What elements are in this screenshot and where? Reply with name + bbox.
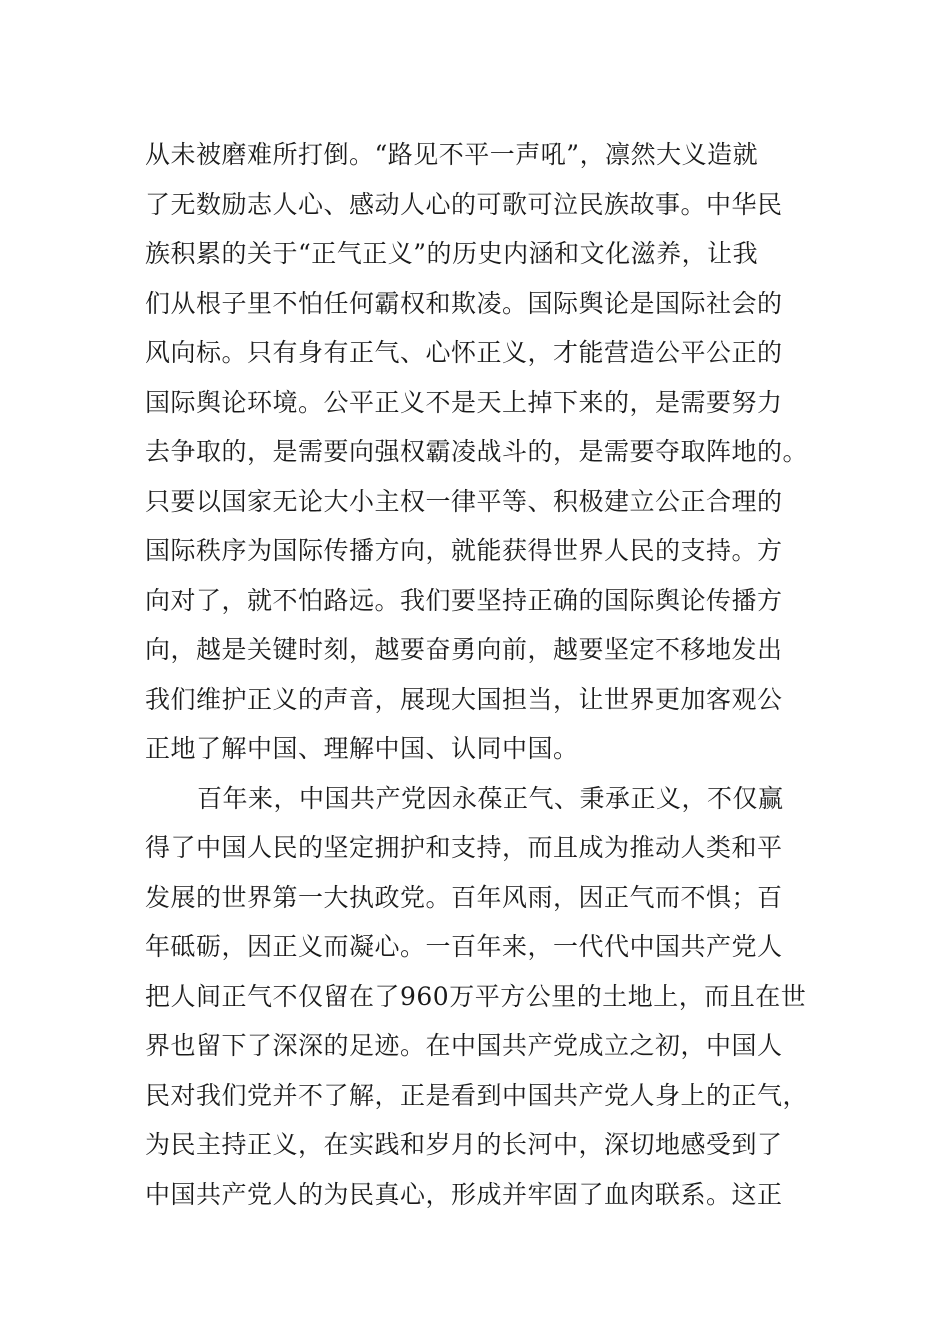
text-line: 界也留下了深深的足迹。在中国共产党成立之初，中国人 — [145, 1031, 783, 1060]
paragraph-1 — [145, 130, 810, 774]
text-line: 国际舆论环境。公平正义不是天上掉下来的，是需要努力 — [145, 387, 783, 417]
text-line: 得了中国人民的坚定拥护和支持，而且成为推动人类和平 — [145, 833, 783, 862]
text-line: 风向标。只有身有正气、心怀正义，才能营造公平公正的 — [145, 338, 783, 367]
body-text — [145, 130, 810, 1219]
paragraph-2 — [145, 774, 810, 1220]
text-line: 为民主持正义，在实践和岁月的长河中，深切地感受到了 — [145, 1130, 783, 1159]
text-line: 从未被磨难所打倒。“路见不平一声吼”，凛然大义造就 — [145, 140, 759, 169]
text-line: 只要以国家无论大小主权一律平等、积极建立公正合理的 — [145, 486, 783, 516]
text-line: 去争取的，是需要向强权霸凌战斗的，是需要夺取阵地的。 — [145, 437, 809, 466]
text-line: 了无数励志人心、感动人心的可歌可泣民族故事。中华民 — [145, 189, 783, 219]
text-line: 国际秩序为国际传播方向，就能获得世界人民的支持。方 — [145, 536, 783, 565]
text-line: 民对我们党并不了解，正是看到中国共产党人身上的正气， — [145, 1080, 809, 1110]
text-line: 向，越是关键时刻，越要奋勇向前，越要坚定不移地发出 — [145, 635, 783, 664]
text-line: 正地了解中国、理解中国、认同中国。 — [145, 734, 579, 763]
text-line: 中国共产党人的为民真心，形成并牢固了血肉联系。这正 — [145, 1179, 783, 1209]
text-line: 发展的世界第一大执政党。百年风雨，因正气而不惧；百 — [145, 882, 783, 912]
text-line: 我们维护正义的声音，展现大国担当，让世界更加客观公 — [145, 684, 783, 714]
text-line: 年砥砺，因正义而凝心。一百年来，一代代中国共产党人 — [145, 932, 783, 961]
text-line: 们从根子里不怕任何霸权和欺凌。国际舆论是国际社会的 — [145, 288, 783, 318]
text-line: 族积累的关于“正气正义”的历史内涵和文化滋养，让我 — [145, 239, 759, 268]
text-line: 把人间正气不仅留在了960万平方公里的土地上，而且在世 — [145, 981, 807, 1011]
text-line: 向对了，就不怕路远。我们要坚持正确的国际舆论传播方 — [145, 585, 783, 615]
text-line-indented: 百年来，中国共产党因永葆正气、秉承正义，不仅赢 — [197, 783, 784, 813]
